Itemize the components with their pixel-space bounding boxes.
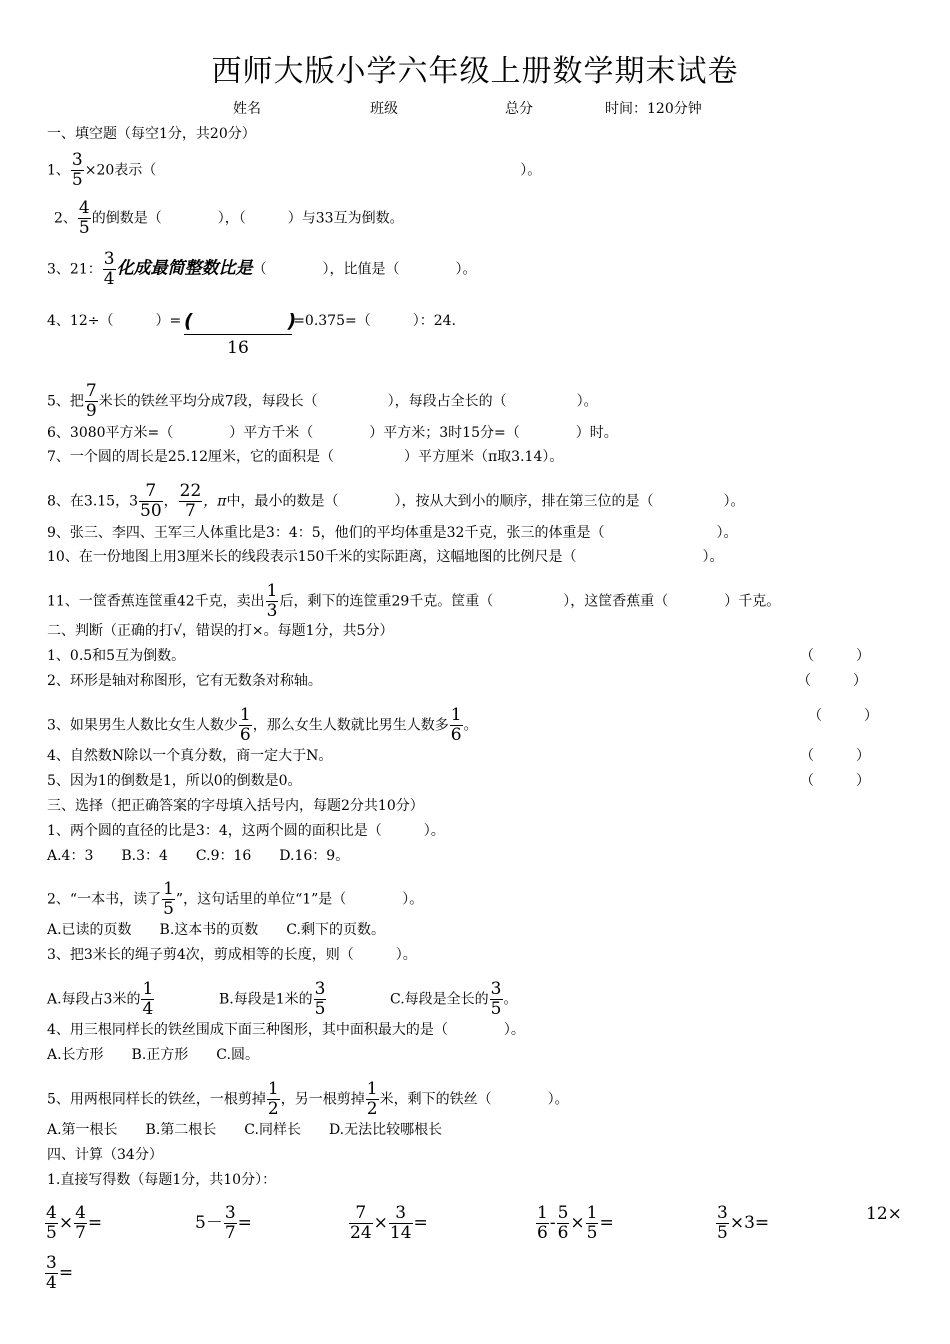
fraction-numerator: 3 — [717, 1203, 728, 1223]
section1-heading: 一、填空题（每空1分，共20分） — [47, 126, 256, 142]
s2-q4: 4、自然数N除以一个真分数，商一定大于N。 — [47, 748, 333, 764]
header-score: 总分 — [505, 101, 533, 117]
calc-1: $\frac{4}{5}$ × $\frac{4}{7}$ = — [46, 1203, 103, 1243]
fraction-denominator: 2 — [366, 1099, 378, 1119]
fraction-numerator: 5 — [557, 1203, 569, 1223]
fraction — [162, 880, 175, 919]
fraction — [557, 1204, 570, 1243]
fraction-denominator: 14 — [389, 1223, 412, 1243]
fraction-numerator: 4 — [46, 1203, 57, 1223]
fraction-denominator: 5 — [78, 218, 90, 238]
s3-q3-option-c: C.每段是全长的 $\frac{3}{5}$ 。 — [390, 979, 518, 1019]
fraction — [349, 1204, 373, 1243]
s1-q10: 10、在一份地图上用3厘米长的线段表示150千米的实际距离，这幅地图的比例尺是（ ）。 — [47, 549, 724, 565]
fraction — [45, 1254, 58, 1293]
fraction-numerator: 1 — [366, 1079, 378, 1099]
s3-q4: 4、用三根同样长的铁丝围成下面三种图形，其中面积最大的是（ ）。 — [47, 1022, 525, 1038]
fraction-numerator: 3 — [224, 1203, 236, 1223]
s2-q2: 2、环形是轴对称图形，它有无数条对称轴。 — [47, 673, 322, 689]
s3-q3-option-b: B.每段是1米的 $\frac{3}{5}$ — [219, 979, 326, 1019]
s1-q4-den: 16 — [227, 338, 249, 358]
header-time: 时间：120分钟 — [605, 101, 702, 117]
fraction-numerator: 3 — [395, 1203, 407, 1223]
fraction-numerator: 7 — [85, 381, 97, 401]
fraction-denominator: 5 — [163, 899, 174, 919]
s3-q2: 2、“一本书，读了 $\frac{1}{5}$ ”，这句话里的单位“1”是（ ）。 — [47, 879, 424, 919]
s3-q1: 1、两个圆的直径的比是3：4，这两个圆的面积比是（ ）。 — [47, 823, 445, 839]
fraction — [490, 980, 503, 1019]
fraction — [179, 482, 203, 521]
fraction — [85, 382, 98, 421]
fraction — [141, 980, 154, 1019]
fraction — [239, 706, 252, 745]
s1-q4-fraction: ( ) — [184, 310, 297, 332]
answer-paren: （ ） — [808, 708, 878, 724]
fraction-denominator: 5 — [717, 1223, 728, 1243]
fraction-numerator: 3 — [46, 1253, 57, 1273]
fraction — [389, 1204, 413, 1243]
fraction — [314, 980, 327, 1019]
s1-q7: 7、一个圆的周长是25.12厘米，它的面积是（ ）平方厘米（π取3.14）。 — [47, 449, 564, 465]
fraction-numerator: 1 — [586, 1203, 598, 1223]
fraction — [536, 1204, 549, 1243]
fraction-numerator: 3 — [71, 150, 83, 170]
fraction-denominator: 6 — [557, 1223, 569, 1243]
fraction-numerator: 1 — [266, 581, 278, 601]
s1-q11: 11、一筐香蕉连筐重42千克，卖出 $\frac{1}{3}$ 后，剩下的连筐重29千克。筐重（ ），这筐香蕉重（ ）千克。 — [47, 581, 781, 621]
answer-paren: （ ） — [797, 673, 867, 689]
answer-paren: （ ） — [800, 748, 870, 764]
s3-q2-options: A.已读的页数 B.这本书的页数 C.剩下的页数。 — [47, 922, 385, 938]
fraction-numerator: 4 — [78, 198, 90, 218]
fraction — [45, 1204, 58, 1243]
fraction-numerator: 1 — [163, 879, 174, 899]
fraction-denominator: 2 — [267, 1099, 279, 1119]
s1-q6: 6、3080平方米=（ ）平方千米（ ）平方米；3时15分=（ ）时。 — [47, 425, 618, 441]
calc-4: $\frac{1}{6}$ - $\frac{5}{6}$ × $\frac{1}{5}$ = — [537, 1203, 614, 1243]
s3-q5-options: A.第一根长 B.第二根长 C.同样长 D.无法比较哪根长 — [47, 1122, 443, 1138]
fraction-numerator: 1 — [142, 979, 154, 999]
fraction-denominator: 24 — [350, 1223, 372, 1243]
fraction — [716, 1204, 729, 1243]
s3-q3: 3、把3米长的绳子剪4次，剪成相等的长度，则（ ）。 — [47, 947, 417, 963]
s3-q5: 5、用两根同样长的铁丝，一根剪掉 $\frac{1}{2}$ ，另一根剪掉 $\frac{1}{2}$ 米，剩下的铁丝（ ）。 — [47, 1079, 569, 1119]
s2-q5: 5、因为1的倒数是1，所以0的倒数是0。 — [47, 773, 302, 789]
answer-paren: （ ） — [800, 648, 870, 664]
fraction-numerator: 1 — [537, 1203, 548, 1223]
fraction — [450, 706, 463, 745]
fraction-denominator: 4 — [142, 999, 154, 1019]
fraction — [139, 482, 163, 521]
header-class: 班级 — [370, 101, 398, 117]
fraction-numerator: 3 — [490, 979, 502, 999]
section3-heading: 三、选择（把正确答案的字母填入括号内，每题2分共10分） — [47, 798, 424, 814]
fraction — [366, 1080, 379, 1119]
header-name: 姓名 — [233, 101, 261, 117]
fraction-denominator: 6 — [537, 1223, 548, 1243]
fraction — [224, 1204, 237, 1243]
fraction-denominator: 7 — [75, 1223, 86, 1243]
calc-5: $\frac{3}{5}$ ×3= — [717, 1203, 770, 1243]
section4-heading: 四、计算（34分） — [47, 1147, 163, 1163]
fraction — [266, 582, 279, 621]
fraction-denominator: 5 — [71, 170, 83, 190]
s1-q5: 5、把 $\frac{7}{9}$ 米长的铁丝平均分成7段，每段长（ ），每段占全长的（ ）。 — [47, 381, 598, 421]
s3-q3-option-a: A.每段占3米的 $\frac{1}{4}$ — [47, 979, 154, 1019]
fraction-numerator: 3 — [314, 979, 326, 999]
fraction-numerator: 7 — [355, 1203, 367, 1223]
fraction-numerator: 1 — [267, 1079, 279, 1099]
s1-q8: 8、在3.15，3 $\frac{7}{50}$ ， $\frac{22}{7}$ ，π中，最小的数是（ ），按从大到小的顺序，排在第三位的是（ ）。 — [47, 481, 745, 521]
fraction-denominator: 7 — [179, 501, 203, 521]
calc-2: 5－ $\frac{3}{7}$ = — [195, 1203, 252, 1243]
fraction-numerator: 1 — [239, 705, 251, 725]
s3-q4-options: A.长方形 B.正方形 C.圆。 — [47, 1047, 259, 1063]
fraction-denominator: 9 — [85, 401, 97, 421]
calc-6-prefix: 12× — [866, 1204, 902, 1224]
s1-q2: 2、 $\frac{4}{5}$ 的倒数是（ ），（ ）与33互为倒数。 — [54, 198, 404, 238]
fraction-numerator: 1 — [450, 705, 462, 725]
fraction-denominator: 5 — [314, 999, 326, 1019]
fraction-denominator: 6 — [239, 725, 251, 745]
fraction-denominator: 3 — [266, 601, 278, 621]
fraction-denominator: 5 — [586, 1223, 598, 1243]
fraction — [103, 250, 116, 289]
fraction-numerator: 7 — [145, 481, 157, 501]
s2-q1: 1、0.5和5互为倒数。 — [47, 648, 186, 664]
fraction-denominator: 6 — [450, 725, 462, 745]
fraction — [74, 1204, 87, 1243]
fraction-numerator: 3 — [103, 249, 115, 269]
s1-q1: 1、 $\frac{3}{5}$ ×20表示（ ）。 — [47, 150, 542, 190]
fraction — [586, 1204, 599, 1243]
fraction-denominator: 5 — [46, 1223, 57, 1243]
s1-q9: 9、张三、李四、王军三人体重比是3：4：5，他们的平均体重是32千克，张三的体重是（ ）。 — [47, 525, 738, 541]
fraction — [267, 1080, 280, 1119]
fraction — [78, 199, 91, 238]
fraction-numerator: 22 — [179, 481, 202, 501]
fraction-bar — [184, 334, 292, 335]
s2-q3: 3、如果男生人数比女生人数少 $\frac{1}{6}$ ，那么女生人数就比男生人数多 $\frac{1}{6}$ 。 — [47, 705, 478, 745]
calc-6: $\frac{3}{4}$ = — [46, 1253, 74, 1293]
fraction-denominator: 7 — [224, 1223, 236, 1243]
page-title: 西师大版小学六年级上册数学期末试卷 — [211, 54, 739, 89]
s1-q3: 3、21： $\frac{3}{4}$ 化成最简整数比是（ ），比值是（ ）。 — [47, 249, 477, 289]
fraction-denominator: 4 — [103, 269, 115, 289]
fraction-denominator: 4 — [46, 1273, 57, 1293]
s3-q1-options: A.4：3 B.3：4 C.9：16 D.16：9。 — [47, 848, 350, 864]
section2-heading: 二、判断（正确的打√，错误的打×。每题1分，共5分） — [47, 623, 394, 639]
answer-paren: （ ） — [800, 773, 870, 789]
calc-3: $\frac{7}{24}$ × $\frac{3}{14}$ = — [350, 1203, 428, 1243]
fraction-denominator: 5 — [490, 999, 502, 1019]
fraction-numerator: 4 — [75, 1203, 86, 1223]
s4-sub1: 1.直接写得数（每题1分，共10分）： — [47, 1172, 277, 1188]
fraction-denominator: 50 — [140, 501, 162, 521]
s1-q4: 4、12÷（ ）= =0.375=（ ）：24. — [47, 313, 456, 329]
fraction — [71, 151, 84, 190]
